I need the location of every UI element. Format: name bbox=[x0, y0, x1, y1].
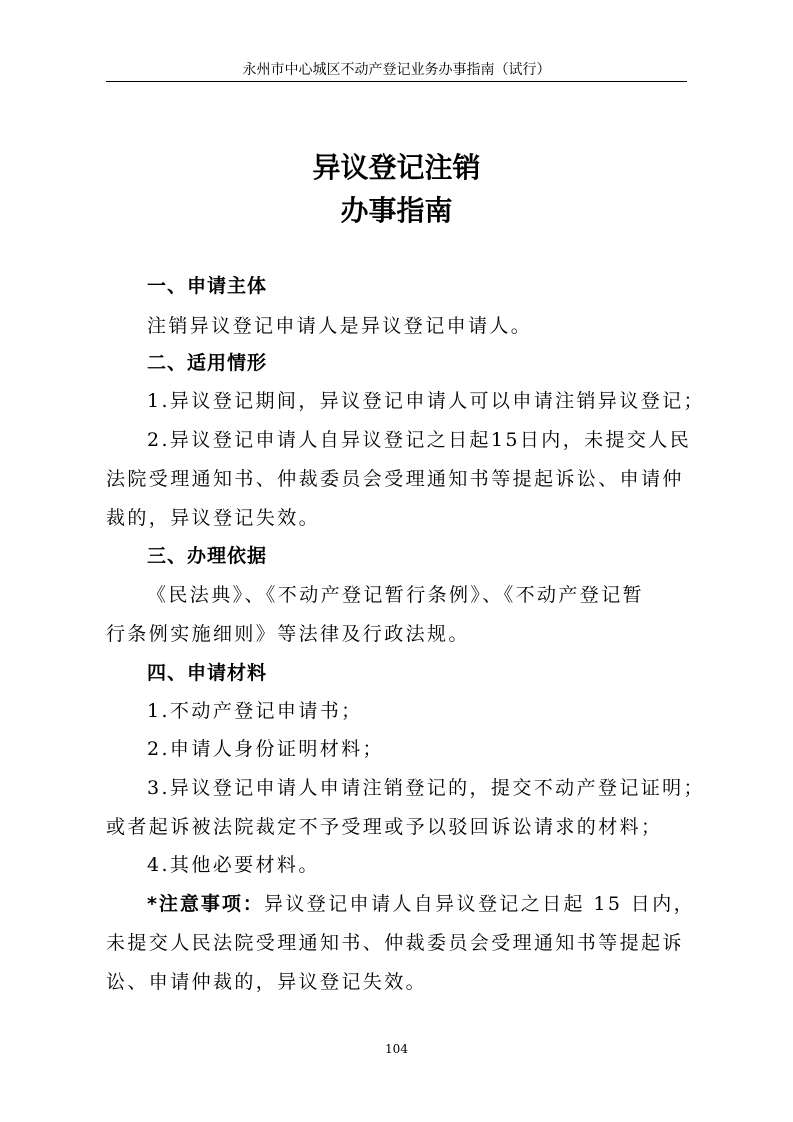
section-heading-applicable-cases: 二、适用情形 bbox=[147, 352, 268, 374]
list-item: 1.不动产登记申请书； bbox=[147, 700, 363, 722]
running-header: 永州市中心城区不动产登记业务办事指南（试行） bbox=[242, 62, 551, 78]
paragraph-line: 《民法典》、《不动产登记暂行条例》、《不动产登记暂 bbox=[147, 584, 645, 606]
header-divider bbox=[106, 81, 687, 82]
notice-line bbox=[147, 889, 695, 919]
paragraph-line: 裁的，异议登记失效。 bbox=[106, 507, 321, 529]
list-item: 2.申请人身份证明材料； bbox=[147, 738, 384, 760]
list-item: 1.异议登记期间，异议登记申请人可以申请注销异议登记； bbox=[147, 390, 705, 412]
notice-label: *注意事项： bbox=[147, 893, 264, 915]
list-item: 4.其他必要材料。 bbox=[147, 854, 320, 876]
notice-line: 讼、申请仲裁的，异议登记失效。 bbox=[106, 971, 428, 993]
section-heading-materials: 四、申请材料 bbox=[147, 662, 268, 684]
section-heading-legal-basis: 三、办理依据 bbox=[147, 545, 268, 567]
notice-line: 未提交人民法院受理通知书、仲裁委员会受理通知书等提起诉 bbox=[106, 932, 684, 954]
paragraph-line: 或者起诉被法院裁定不予受理或予以驳回诉讼请求的材料； bbox=[106, 816, 663, 838]
paragraph-line: 法院受理通知书、仲裁委员会受理通知书等提起诉讼、申请仲 bbox=[106, 468, 684, 490]
notice-text: 异议登记申请人自异议登记之日起 15 日内， bbox=[263, 893, 695, 915]
paragraph-line: 行条例实施细则》等法律及行政法规。 bbox=[106, 623, 470, 645]
list-item: 2.异议登记申请人自异议登记之日起15日内，未提交人民 bbox=[147, 429, 692, 451]
document-title-line-1: 异议登记注销 bbox=[312, 151, 481, 184]
document-title-line-2: 办事指南 bbox=[340, 194, 453, 227]
section-heading-applicant: 一、申请主体 bbox=[147, 275, 268, 297]
page-number: 104 bbox=[385, 1042, 408, 1056]
list-item: 3.异议登记申请人申请注销登记的，提交不动产登记证明； bbox=[147, 777, 705, 799]
paragraph-line: 注销异议登记申请人是异议登记申请人。 bbox=[147, 315, 533, 337]
